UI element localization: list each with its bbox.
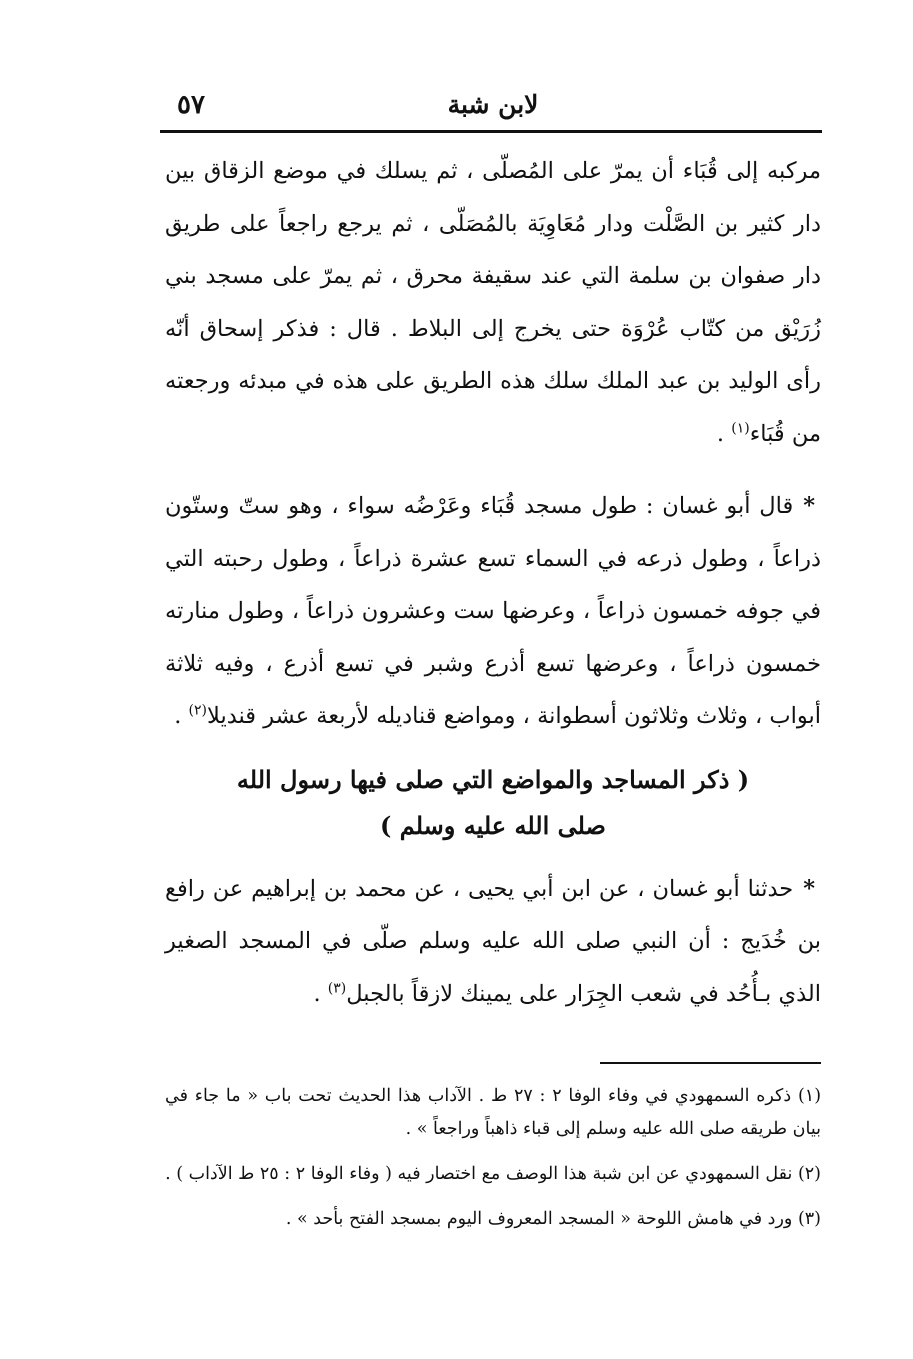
- star-marker: *: [803, 493, 815, 519]
- footnote-2: [165, 1158, 821, 1191]
- section-heading-line-1: ( ذكر المساجد والمواضع التي صلى فيها رسول الله: [236, 764, 750, 794]
- paragraph-text: حدثنا أبو غسان ، عن ابن أبي يحيى ، عن محمد بن إبراهيم عن رافع بن خُدَيج : أن النبي صلى الله عليه وسلم صلّى في المسجد الصغير الذي بـأُحُد في شعب الجِرَار على يمينك لازقاً بالجبل: [165, 875, 821, 1007]
- paragraph-hadith: [165, 863, 821, 1021]
- paragraph-end: .: [174, 703, 189, 729]
- footnote-ref-3: (٣): [327, 980, 347, 996]
- page-header: [165, 88, 821, 132]
- footnote-text: ورد في هامش اللوحة « المسجد المعروف اليوم بمسجد الفتح بأحد » .: [285, 1209, 793, 1229]
- section-heading-line-2: صلى الله عليه وسلم ): [380, 810, 606, 840]
- paragraph-text: قال أبو غسان : طول مسجد قُبَاء وعَرْضُه سواء ، وهو ستّ وستّون ذراعاً ، وطول ذرعه في السماء تسع عشرة ذراعاً ، وطول رحبته التي في جوفه خمسون ذراعاً ، وعرضها ست وعشرون ذراعاً ، وطول منارته خمسون ذراعاً ، وعرضها تسع أذرع وشبر في تسع أذرع ، وفيه ثلاثة أبواب ، وثلاث وثلاثون أسطوانة ، ومواضع قناديله لأربعة عشر قنديلا: [165, 493, 821, 729]
- paragraph-end: .: [716, 420, 732, 447]
- star-marker: *: [803, 875, 815, 902]
- footnotes: [165, 1080, 821, 1248]
- footnote-ref-2: (٢): [188, 702, 208, 719]
- footnote-text: ذكره السمهودي في وفاء الوفا ٢ : ٢٧ ط . الآداب هذا الحديث تحت باب « ما جاء في بيان طريقه صلى الله عليه وسلم إلى قباء ذاهباً وراجعاً » .: [165, 1086, 821, 1139]
- paragraph-text: مركبه إلى قُبَاء أن يمرّ على المُصلّى ، ثم يسلك في موضع الزقاق بين دار كثير بن الصَّلْت ودار مُعَاوِيَة بالمُصَلّى ، ثم يرجع راجعاً على طريق دار صفوان بن سلمة التي عند سقيفة محرق ، ثم يمرّ على مسجد بني زُرَيْق من كتّاب عُرْوَة حتى يخرج إلى البلاط . قال : فذكر إسحاق أنّه رأى الوليد بن عبد الملك سلك هذه الطريق على هذه في مبدئه ورجعته من قُبَاء: [165, 158, 821, 447]
- header-rule: [160, 130, 822, 133]
- footnote-ref-1: (١): [731, 420, 750, 436]
- footnote-number: (١): [797, 1086, 822, 1106]
- page-number: ٥٧: [177, 90, 205, 120]
- running-title: لابن شبة: [447, 90, 539, 119]
- paragraph-continuation: [165, 145, 821, 460]
- footnote-number: (٣): [797, 1209, 821, 1229]
- footnote-1: [165, 1080, 821, 1146]
- footnote-separator: [600, 1062, 821, 1064]
- footnote-3: [165, 1203, 821, 1236]
- paragraph-end: .: [313, 980, 328, 1007]
- footnote-number: (٢): [797, 1164, 821, 1184]
- paragraph-mosque-dimensions: [165, 480, 821, 743]
- main-text: [165, 145, 821, 1034]
- section-heading: [165, 757, 821, 849]
- footnote-text: نقل السمهودي عن ابن شبة هذا الوصف مع اختصار فيه ( وفاء الوفا ٢ : ٢٥ ط الآداب ) .: [165, 1164, 793, 1184]
